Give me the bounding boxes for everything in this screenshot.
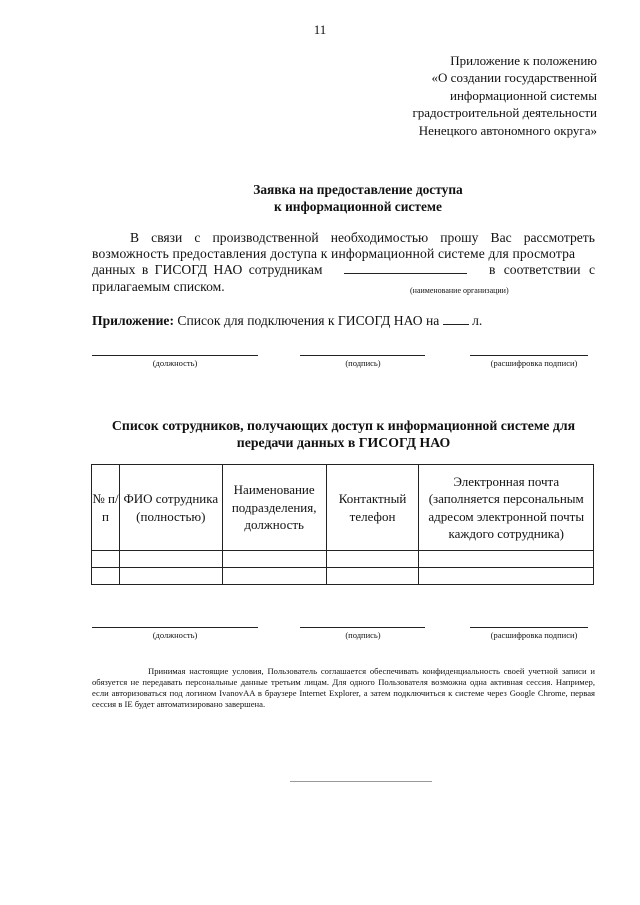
attachment-text: Список для подключения к ГИСОГД НАО на — [177, 313, 440, 328]
table-row — [92, 568, 594, 585]
table-cell[interactable] — [326, 568, 419, 585]
table-cell[interactable] — [92, 551, 120, 568]
word: рассмотреть — [523, 230, 595, 245]
table-cell[interactable] — [326, 551, 419, 568]
table-cell[interactable] — [222, 568, 326, 585]
table-cell[interactable] — [419, 551, 594, 568]
request-body — [92, 230, 595, 295]
request-line-2-text: возможность предоставления доступа к информационной системе для просмотра — [92, 246, 576, 262]
word: В — [130, 230, 140, 245]
signature-line[interactable] — [300, 627, 425, 628]
decoding-caption: (расшифровка подписи) — [490, 630, 578, 640]
request-line-4-text: прилагаемым списком. — [92, 278, 225, 294]
signature-caption: (подпись) — [345, 358, 381, 368]
table-cell[interactable] — [119, 568, 222, 585]
sheet-count-blank-field[interactable] — [443, 313, 469, 325]
request-title-line: к информационной системе — [274, 199, 442, 214]
request-title — [0, 181, 640, 215]
decoding-caption: (расшифровка подписи) — [490, 358, 578, 368]
attachment-suffix: л. — [472, 313, 483, 328]
table-cell[interactable] — [419, 568, 594, 585]
table-row — [92, 551, 594, 568]
position-signature-line[interactable] — [92, 627, 258, 628]
word: производственной — [212, 230, 319, 245]
table-cell[interactable] — [222, 551, 326, 568]
position-caption: (должность) — [152, 358, 198, 368]
employee-list-title: Список сотрудников, получающих доступ к информационной системе для передачи данных в ГИСОГД НАО — [111, 418, 576, 450]
word: связи — [151, 230, 183, 245]
word: прошу — [440, 230, 479, 245]
word: необходимостью — [330, 230, 429, 245]
signature-caption: (подпись) — [345, 630, 381, 640]
request-line-3a: данных в ГИСОГД НАО сотрудникам — [92, 262, 323, 278]
position-caption: (должность) — [152, 630, 198, 640]
word: с — [194, 230, 201, 245]
footer-divider — [290, 781, 432, 782]
appendix-line: «О создании государственной — [431, 70, 597, 86]
organization-caption: (наименование организации) — [410, 285, 509, 295]
decoding-signature-line[interactable] — [470, 627, 588, 628]
request-line-1 — [92, 230, 595, 246]
terms-note — [92, 666, 595, 710]
position-signature-line[interactable] — [92, 355, 258, 356]
appendix-line: Ненецкого автономного округа» — [418, 122, 597, 138]
request-line-3 — [92, 262, 595, 278]
request-title-line: Заявка на предоставление доступа — [253, 182, 463, 197]
table-header-row — [92, 465, 594, 551]
decoding-signature-line[interactable] — [470, 355, 588, 356]
column-header-email: Электронная почта (заполняется персональным адресом электронной почты каждого сотрудника) — [419, 465, 594, 551]
signature-line[interactable] — [300, 355, 425, 356]
table-cell[interactable] — [92, 568, 120, 585]
column-header-phone: Контактный телефон — [326, 465, 419, 551]
column-header-number: № п/п — [92, 465, 120, 551]
request-line-4 — [92, 279, 595, 295]
attachment-label: Приложение: — [92, 313, 174, 328]
request-line-3b: в соответствии с — [488, 262, 595, 278]
column-header-department: Наименование подразделения, должность — [222, 465, 326, 551]
appendix-header — [337, 52, 597, 139]
appendix-line: градостроительной деятельности — [412, 105, 597, 121]
column-header-fio: ФИО сотрудника (полностью) — [119, 465, 222, 551]
table-cell[interactable] — [119, 551, 222, 568]
appendix-line: Приложение к положению — [450, 53, 597, 68]
attachment-line — [92, 313, 482, 329]
organization-blank-field[interactable] — [344, 262, 467, 274]
request-line-2 — [92, 246, 595, 262]
employee-table — [91, 464, 594, 585]
word: Вас — [490, 230, 512, 245]
terms-note-text: Принимая настоящие условия, Пользователь соглашается обеспечивать конфиденциальность своей учетной записи и обязуется не передавать персональные данные третьим лицам. Для одного Пользователя возможна одна активная сессия. Например, если авторизоваться под логином IvanovAA в браузере Internet Explorer, а затем подключиться к системе через Google Chrome, первая сессия в IE будет автоматизировано завершена. — [92, 666, 595, 709]
appendix-line: информационной системы — [450, 87, 597, 103]
page-number: 11 — [313, 22, 327, 37]
